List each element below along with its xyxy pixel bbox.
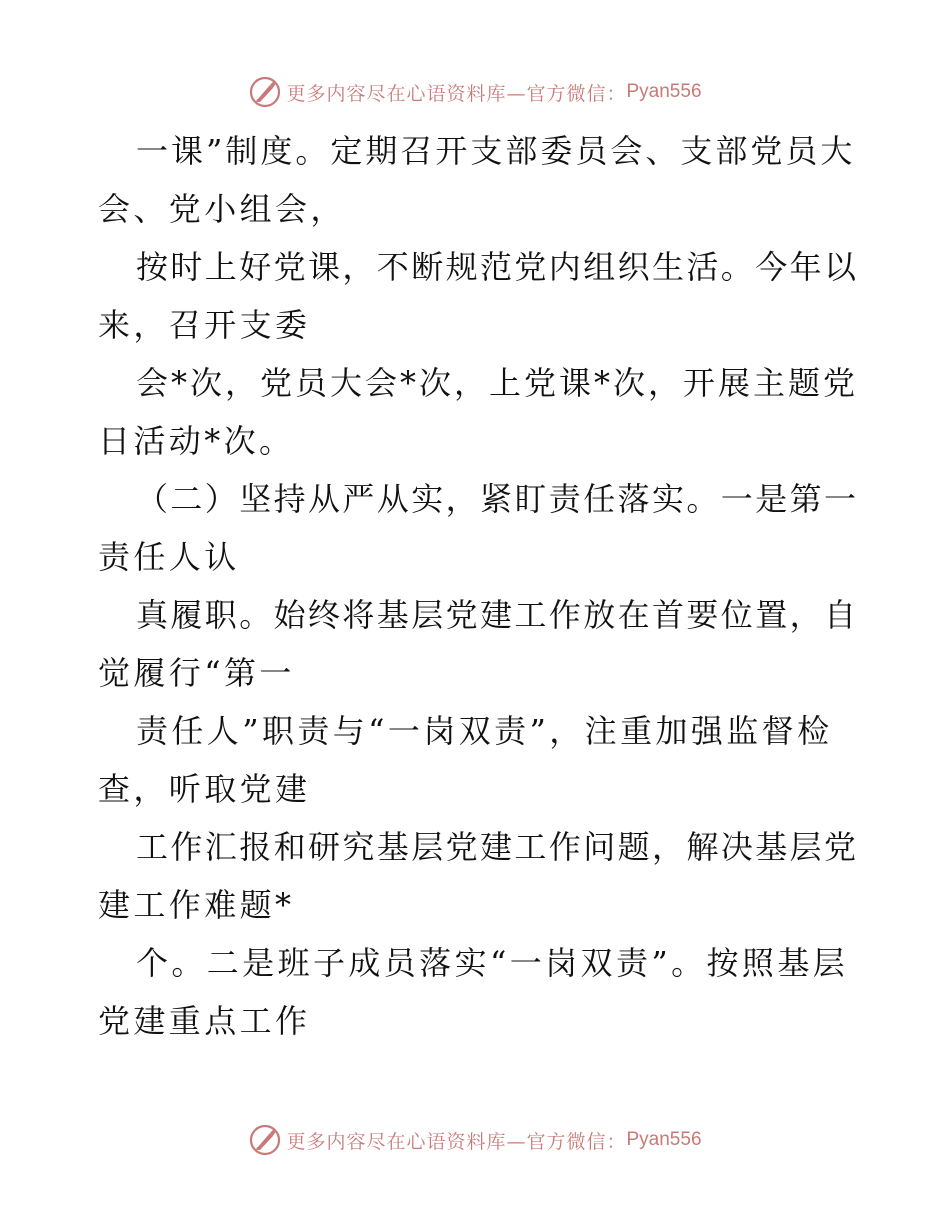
text-line: 觉履行“第一 [98,654,295,692]
watermark-text: 更多内容尽在心语资料库—官方微信： [286,82,627,105]
watermark-wechat-id: Pyan556 [626,81,702,102]
footer-watermark [0,1120,950,1160]
text-line: （二）坚持从严从实，紧盯责任落实。一是第一 [136,480,859,518]
pen-logo-icon [248,75,282,109]
text-line: 党建重点工作 [98,1002,311,1040]
header-watermark [0,72,950,112]
text-line: 建工作难题* [98,886,295,924]
text-line: 责任人认 [98,538,240,576]
text-line: 会、党小组会， [98,190,346,228]
pen-logo-icon [248,1123,282,1157]
text-line: 来，召开支委 [98,306,311,344]
text-line: 一课”制度。定期召开支部委员会、支部党员大 [136,132,856,170]
text-line: 日活动*次。 [98,422,295,460]
text-line: 查，听取党建 [98,770,311,808]
text-line: 会*次，党员大会*次，上党课*次，开展主题党 [136,364,859,402]
watermark-wechat-id: Pyan556 [626,1129,702,1150]
text-line: 个。二是班子成员落实“一岗双责”。按照基层 [136,944,849,982]
text-line: 工作汇报和研究基层党建工作问题，解决基层党 [136,828,859,866]
text-line: 真履职。始终将基层党建工作放在首要位置，自 [136,596,859,634]
text-line: 按时上好党课，不断规范党内组织生活。今年以 [136,248,859,286]
document-body [98,122,858,1050]
watermark-text: 更多内容尽在心语资料库—官方微信： [286,1130,627,1153]
text-line: 责任人”职责与“一岗双责”，注重加强监督检 [136,712,833,750]
